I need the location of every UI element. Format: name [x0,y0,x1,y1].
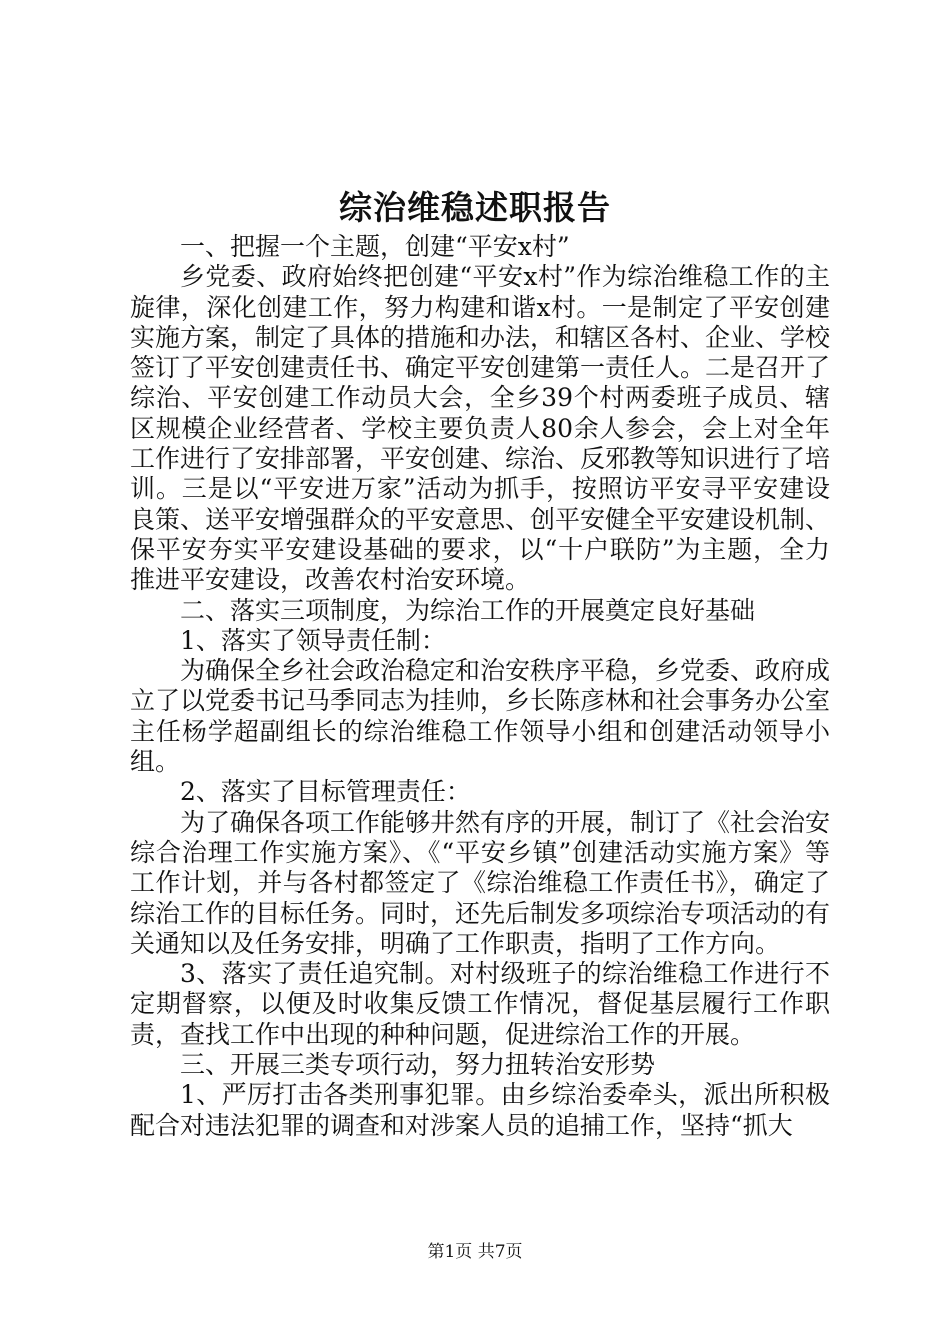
document-body [130,232,830,1141]
document-title: 综治维稳述职报告 [339,188,611,227]
subheading: 1、落实了领导责任制： [180,625,446,655]
subheading: 2、落实了目标管理责任： [180,777,471,807]
page-footer: 第1页 共7页 [427,1242,523,1262]
paragraph: 1、严厉打击各类刑事犯罪。由乡综治委牵头，派出所积极配合对违法犯罪的调查和对涉案人员的追捕工作，坚持“抓大 [130,1080,830,1140]
paragraph: 为了确保各项工作能够井然有序的开展，制订了《社会治安综合治理工作实施方案》、《“平安乡镇”创建活动实施方案》等工作计划，并与各村都签定了《综治维稳工作责任书》，确定了综治工作的目标任务。同时，还先后制发多项综治专项活动的有关通知以及任务安排，明确了工作职责，指明了工作方向。 [130,807,831,958]
paragraph: 乡党委、政府始终把创建“平安x村”作为综治维稳工作的主旋律，深化创建工作，努力构建和谐x村。一是制定了平安创建实施方案，制定了具体的措施和办法，和辖区各村、企业、学校签订了平安创建责任书、确定平安创建第一责任人。二是召开了综治、平安创建工作动员大会，全乡39个村两委班子成员、辖区规模企业经营者、学校主要负责人80余人参会，会上对全年工作进行了安排部署，平安创建、综治、反邪教等知识进行了培训。三是以“平安进万家”活动为抓手，按照访平安寻平安建设良策、送平安增强群众的平安意思、创平安健全平安建设机制、保平安夯实平安建设基础的要求，以“十户联防”为主题，全力推进平安建设，改善农村治安环境。 [130,262,831,595]
paragraph: 为确保全乡社会政治稳定和治安秩序平稳，乡党委、政府成立了以党委书记马季同志为挂帅，乡长陈彦林和社会事务办公室主任杨学超副组长的综治维稳工作领导小组和创建活动领导小组。 [130,656,831,777]
section-heading-2: 二、落实三项制度，为综治工作的开展奠定良好基础 [180,595,756,625]
section-heading-3: 三、开展三类专项行动，努力扭转治安形势 [180,1050,656,1080]
section-heading-1: 一、把握一个主题，创建“平安x村” [180,232,570,261]
paragraph: 3、落实了责任追究制。对村级班子的综治维稳工作进行不定期督察，以便及时收集反馈工作情况，督促基层履行工作职责，查找工作中出现的种种问题，促进综治工作的开展。 [130,959,830,1049]
